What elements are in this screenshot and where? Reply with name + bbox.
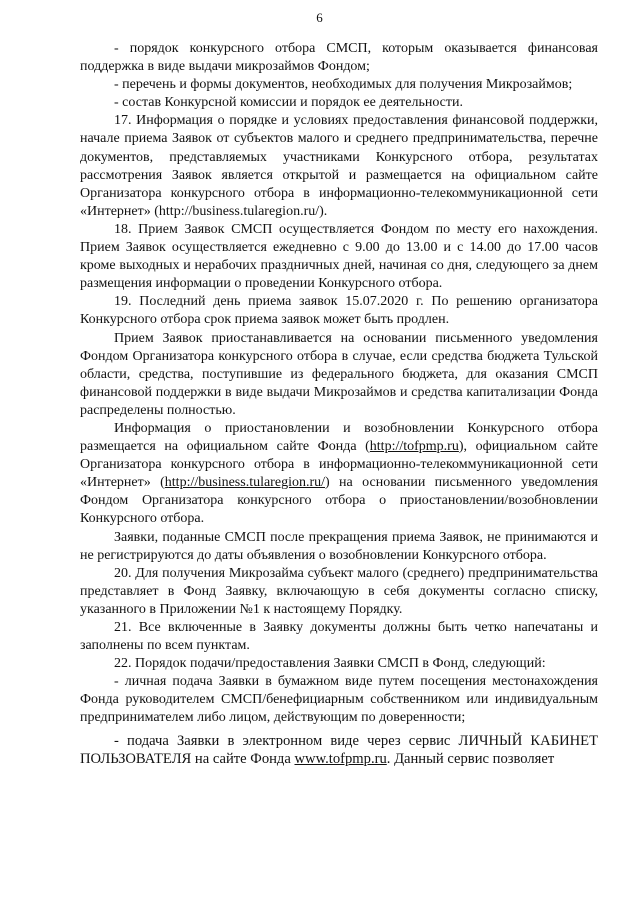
paragraph-suspension: Прием Заявок приостанавливается на основании письменного уведомления Фондом Организатора конкурсного отбора в случае, если средства бюджета Тульской области, средства, поступившие из федерального бюджета, для оказания СМСП финансовой поддержки в виде выдачи Микрозаймов и средства капитализации Фонда распределены полностью. [80,330,598,418]
paragraph-late-applications: Заявки, поданные СМСП после прекращения приема Заявок, не принимаются и не регистрируются до даты объявления о возобновлении Конкурсного отбора. [80,529,598,563]
paragraph-18: 18. Прием Заявок СМСП осуществляется Фондом по месту его нахождения. Прием Заявок осуществляется ежедневно с 9.00 до 13.00 и с 14.00 до 17.00 часов кроме выходных и нерабочих праздничных дней, начиная со дня, следующего за днем размещения информации о проведении Конкурсного отбора. [80,221,598,292]
paragraph-personal-submission: - личная подача Заявки в бумажном виде путем посещения местонахождения Фонда руководителем СМСП/бенефициарным собственником или индивидуальным предпринимателем либо лицом, действующим по доверенности; [80,674,598,726]
fund-website-link[interactable]: www.tofpmp.ru [294,750,387,767]
paragraph-suspension-info [80,420,598,529]
paragraph-21: 21. Все включенные в Заявку документы должны быть четко напечатаны и заполнены по всем пунктам. [80,620,598,654]
paragraph-text: ) на основании письменного уведомления Фондом Организатора конкурсного отбора о приостановлении/возобновлении Конкурсного отбора. [80,475,598,527]
paragraph-selection-procedure: - порядок конкурсного отбора СМСП, которым оказывается финансовая поддержка в виде выдачи микрозаймов Фондом; [80,41,598,75]
paragraph-19: 19. Последний день приема заявок 15.07.2020 г. По решению организатора Конкурсного отбора срок приема заявок может быть продлен. [80,294,598,328]
paragraph-text: . Данный сервис позволяет [386,750,555,767]
paragraph-20: 20. Для получения Микрозайма субъект малого (среднего) предпринимательства представляет в Фонд Заявку, включающую в себя документы согласно списку, указанного в Приложении №1 к настоящему Порядку. [80,565,598,617]
paragraph-commission: - состав Конкурсной комиссии и порядок ее деятельности. [114,95,463,111]
paragraph-text: - подача Заявки в электронном виде через сервис ЛИЧНЫЙ КАБИНЕТ ПОЛЬЗОВАТЕЛЯ на сайте Фонда [80,732,598,767]
page-number: 6 [316,10,323,25]
paragraph-17: 17. Информация о порядке и условиях предоставления финансовой поддержки, начале приема Заявок от субъектов малого и среднего предпринимательства, перечне документов, представляемых участниками Конкурсного отбора, результатах рассмотрения Заявок является открытой и размещается на официальном сайте Организатора конкурсного отбора в информационно-телекоммуникационной сети «Интернет» (http://business.tularegion.ru/). [80,113,598,219]
organizer-site-link[interactable]: http://business.tularegion.ru/ [164,475,326,491]
paragraph-text: Информация о приостановлении и возобновлении Конкурсного отбора размещается на официальном сайте Фонда ( [80,420,598,455]
paragraph-documents-list: - перечень и формы документов, необходимых для получения Микрозаймов; [114,77,573,93]
paragraph-text: ), официальном сайте Организатора конкурсного отбора в информационно-телекоммуникационной сети «Интернет» ( [80,439,598,491]
paragraph-electronic-submission [80,732,598,768]
fund-site-link[interactable]: http://tofpmp.ru [369,439,459,455]
paragraph-22: 22. Порядок подачи/предоставления Заявки СМСП в Фонд, следующий: [114,656,546,672]
document-body [80,40,598,768]
